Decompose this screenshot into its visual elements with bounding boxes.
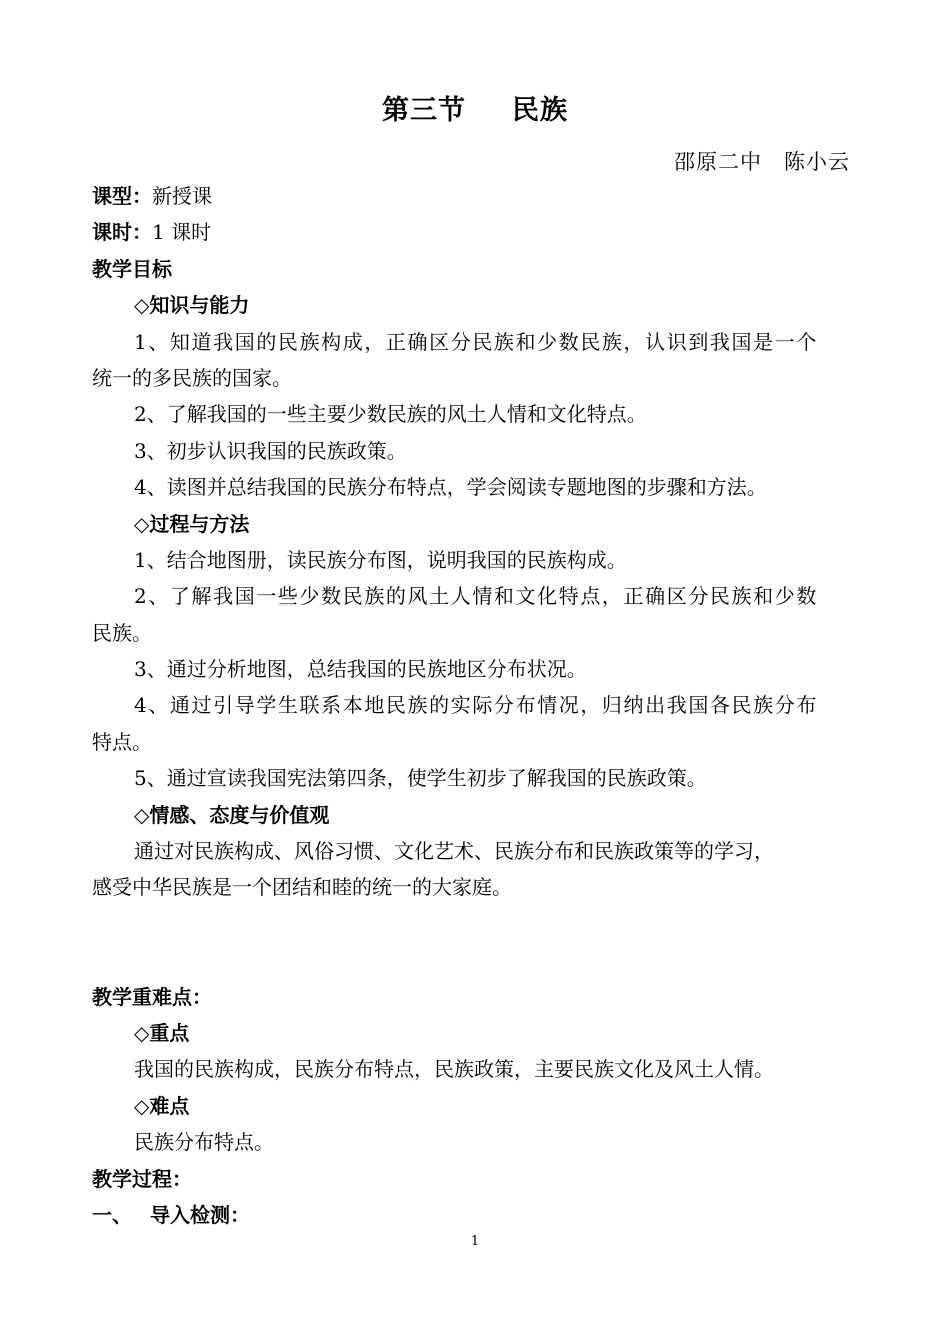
lesson-type-line bbox=[92, 178, 862, 214]
lesson-type-value: 新授课 bbox=[152, 184, 212, 208]
difficult-point-heading: ◇难点 bbox=[134, 1093, 190, 1118]
emotion-heading: ◇情感、态度与价值观 bbox=[134, 802, 330, 827]
knowledge-item-1-line-1: 1、知道我国的民族构成，正确区分民族和少数民族，认识到我国是一个 bbox=[134, 329, 818, 354]
title-part2: 民族 bbox=[512, 95, 568, 126]
section-1-title: 导入检测： bbox=[150, 1202, 250, 1227]
process-item-5: 5、通过宣读我国宪法第四条，使学生初步了解我国的民族政策。 bbox=[134, 766, 707, 791]
key-point-text: 我国的民族构成，民族分布特点，民族政策，主要民族文化及风土人情。 bbox=[134, 1057, 774, 1082]
difficult-point-text: 民族分布特点。 bbox=[134, 1130, 274, 1155]
knowledge-item-1-line-2: 统一的多民族的国家。 bbox=[92, 365, 292, 390]
process-heading: ◇过程与方法 bbox=[134, 511, 250, 536]
process-item-4-line-2: 特点。 bbox=[92, 729, 152, 754]
blank-space bbox=[92, 906, 862, 979]
knowledge-item-4: 4、读图并总结我国的民族分布特点，学会阅读专题地图的步骤和方法。 bbox=[134, 475, 767, 500]
emotion-text-line-1: 通过对民族构成、风俗习惯、文化艺术、民族分布和民族政策等的学习， bbox=[134, 839, 774, 864]
keypoints-heading: 教学重难点： bbox=[92, 984, 212, 1009]
lesson-hours-line bbox=[92, 214, 862, 250]
author-line bbox=[674, 146, 850, 176]
teaching-process-heading: 教学过程： bbox=[92, 1166, 192, 1191]
school-name: 邵原二中 bbox=[674, 150, 762, 174]
process-item-2-line-1: 2、了解我国一些少数民族的风土人情和文化特点，正确区分民族和少数 bbox=[134, 584, 818, 609]
objectives-heading: 教学目标 bbox=[92, 256, 172, 281]
knowledge-heading: ◇知识与能力 bbox=[134, 293, 250, 318]
lesson-type-label: 课型： bbox=[92, 184, 152, 208]
process-item-3: 3、通过分析地图，总结我国的民族地区分布状况。 bbox=[134, 657, 587, 682]
section-1-number: 一、 bbox=[92, 1202, 132, 1227]
process-item-2-line-2: 民族。 bbox=[92, 620, 152, 645]
knowledge-item-2: 2、了解我国的一些主要少数民族的风土人情和文化特点。 bbox=[134, 402, 647, 427]
knowledge-item-3: 3、初步认识我国的民族政策。 bbox=[134, 438, 407, 463]
hours-value: 1 课时 bbox=[152, 220, 212, 245]
title-part1: 第三节 bbox=[382, 95, 466, 126]
section-1-heading bbox=[92, 1197, 862, 1233]
hours-label: 课时： bbox=[92, 220, 152, 245]
process-item-4-line-1: 4、通过引导学生联系本地民族的实际分布情况，归纳出我国各民族分布 bbox=[134, 693, 818, 718]
teacher-name: 陈小云 bbox=[784, 150, 850, 174]
emotion-text-line-2: 感受中华民族是一个团结和睦的统一的大家庭。 bbox=[92, 875, 512, 900]
process-item-1: 1、结合地图册，读民族分布图，说明我国的民族构成。 bbox=[134, 547, 627, 572]
page-title bbox=[0, 88, 950, 127]
key-point-heading: ◇重点 bbox=[134, 1021, 190, 1045]
page-number: 1 bbox=[470, 1234, 480, 1249]
document-body bbox=[92, 178, 862, 1233]
